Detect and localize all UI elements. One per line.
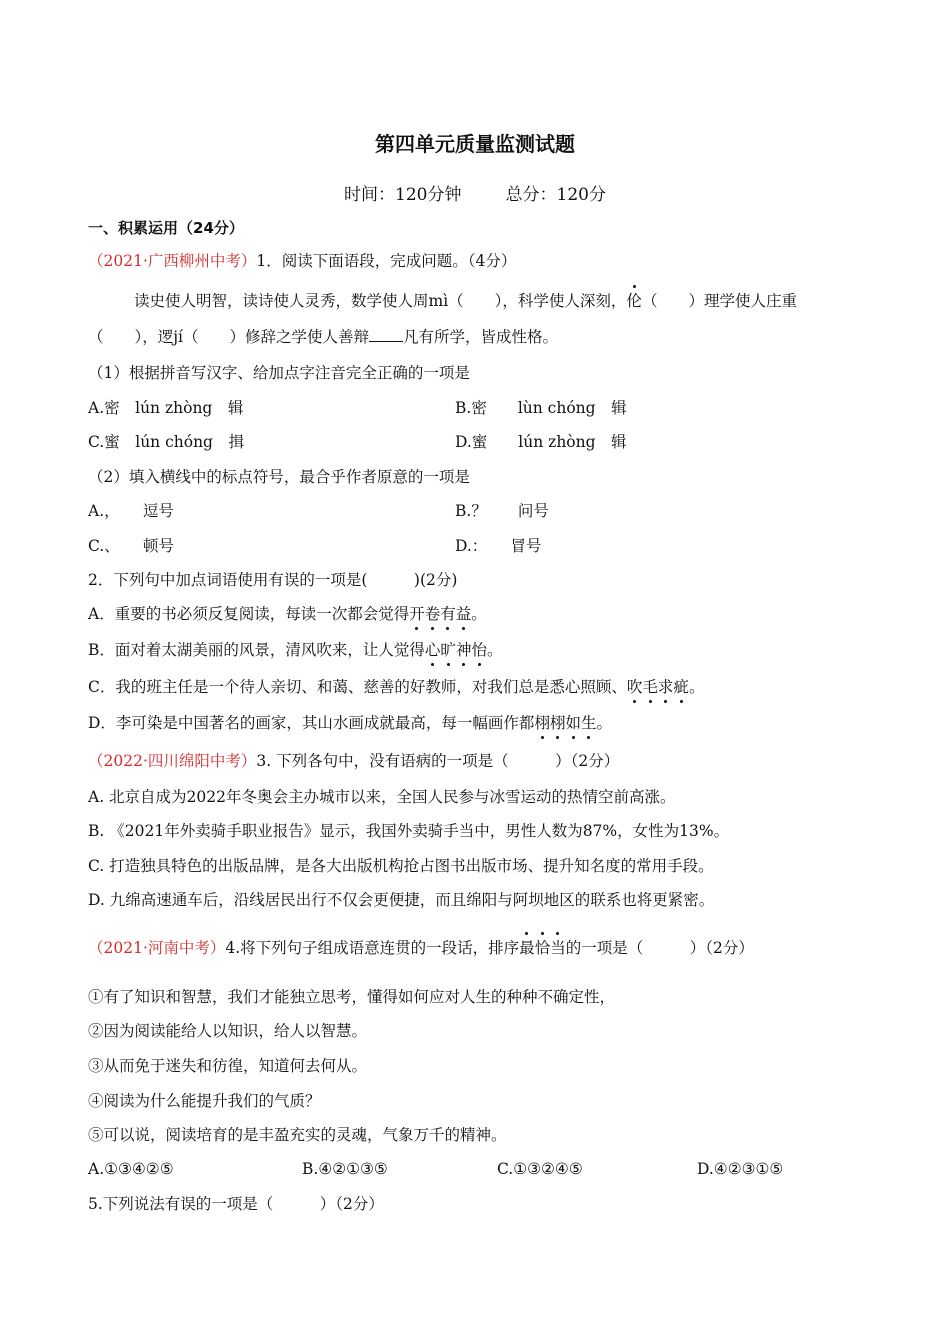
subquestion-1: （1）根据拼音写汉字、给加点字注音完全正确的一项是 <box>88 364 470 382</box>
sentence: ③从而免于迷失和彷徨，知道何去何从。 <box>88 1057 368 1075</box>
question-4-stem: （2021·河南中考）4.将下列句子组成语意连贯的一段话，排序最恰当的一项是（ ）（2分） <box>88 939 754 957</box>
option-d: D.： 冒号 <box>455 537 542 555</box>
option-a: A.密 lún zhòng 辑 <box>88 399 244 417</box>
option-c: C.①③②④⑤ <box>497 1160 583 1178</box>
passage-line-2: （ ），逻jí（ ）修辞之学使人善辩 凡有所学，皆成性格。 <box>88 325 558 348</box>
question-1-stem: （2021·广西柳州中考）1．阅读下面语段，完成问题。（4分） <box>88 252 517 270</box>
sentence: ④阅读为什么能提升我们的气质？ <box>88 1092 321 1110</box>
question-source: （2021·广西柳州中考） <box>88 252 257 270</box>
option-d: D.④②③①⑤ <box>697 1160 784 1178</box>
option-d: D. 九绵高速通车后，沿线居民出行不仅会更便捷，而且绵阳与阿坝地区的联系也将更紧密。 <box>88 891 715 909</box>
option-b: B. 《2021年外卖骑手职业报告》显示，我国外卖骑手当中，男性人数为87%，女性为13%。 <box>88 822 730 840</box>
option-b: B.④②①③⑤ <box>302 1160 388 1178</box>
option-c: C.蜜 lún chóng 揖 <box>88 433 244 451</box>
question-3-stem: （2022·四川绵阳中考）3. 下列各句中，没有语病的一项是（ ）（2分） <box>88 752 620 770</box>
total-score: 总分：120分 <box>505 185 606 205</box>
option-b: B．面对着太湖美丽的风景，清风吹来，让人觉得心旷神怡。 <box>88 641 503 659</box>
question-source: （2021·河南中考） <box>88 939 226 957</box>
time-limit: 时间：120分钟 <box>344 185 462 205</box>
option-a: A.， 逗号 <box>88 502 174 520</box>
option-a: A．重要的书必须反复阅读，每读一次都会觉得开卷有益。 <box>88 605 487 623</box>
passage-line-1: 读史使人明智，读诗使人灵秀，数学使人周mì（ ），科学使人深刻，伦（ ）理学使人庄重 <box>134 292 797 310</box>
subquestion-2: （2）填入横线中的标点符号，最合乎作者原意的一项是 <box>88 468 470 486</box>
page-title: 第四单元质量监测试题 <box>375 132 575 156</box>
option-c: C．我的班主任是一个待人亲切、和蔼、慈善的好教师，对我们总是悉心照顾、吹毛求疵。 <box>88 678 705 696</box>
sentence: ①有了知识和智慧，我们才能独立思考，懂得如何应对人生的种种不确定性， <box>88 988 616 1006</box>
sentence: ⑤可以说，阅读培育的是丰盈充实的灵魂，气象万千的精神。 <box>88 1126 507 1144</box>
fill-blank <box>369 325 403 342</box>
option-a: A. 北京自成为2022年冬奥会主办城市以来，全国人民参与冰雪运动的热情空前高涨。 <box>88 788 676 806</box>
sentence: ②因为阅读能给人以知识，给人以智慧。 <box>88 1022 368 1040</box>
section-heading: 一、积累运用（24分） <box>88 219 244 237</box>
option-b: B.密 lùn chóng 辑 <box>455 399 627 417</box>
option-a: A.①③④②⑤ <box>88 1160 174 1178</box>
question-5-stem: 5.下列说法有误的一项是（ ）（2分） <box>88 1195 384 1213</box>
time-info <box>0 180 950 205</box>
question-source: （2022·四川绵阳中考） <box>88 752 257 770</box>
option-c: C.、 顿号 <box>88 537 174 555</box>
option-b: B.？ 问号 <box>455 502 549 520</box>
option-c: C. 打造独具特色的出版品牌，是各大出版机构抢占图书出版市场、提升知名度的常用手段。 <box>88 857 714 875</box>
dotted-char: 伦 <box>626 292 642 310</box>
question-2-stem: 2．下列句中加点词语使用有误的一项是( )(2分) <box>88 571 458 589</box>
option-d: D．李可染是中国著名的画家，其山水画成就最高，每一幅画作都栩栩如生。 <box>88 714 613 732</box>
option-d: D.蜜 lún zhòng 辑 <box>455 433 627 451</box>
